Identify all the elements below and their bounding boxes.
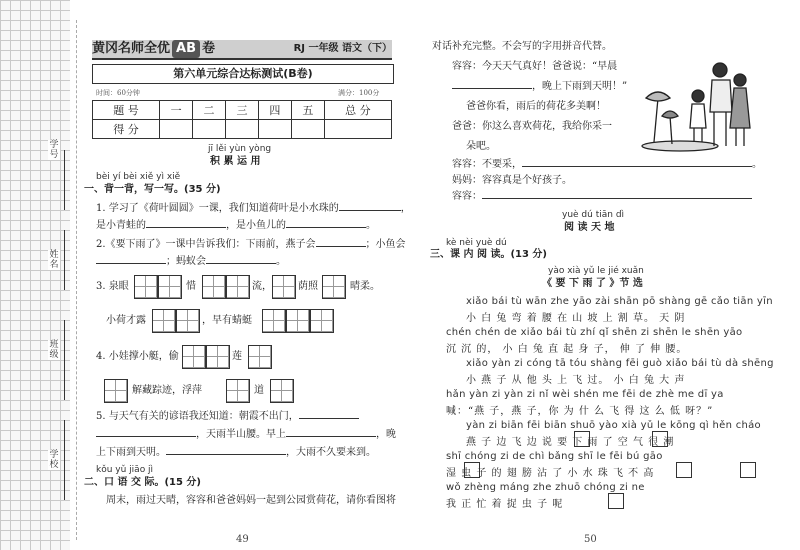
page-number-right: 50 (584, 534, 597, 545)
poem-word: 流， (252, 281, 272, 292)
punctuation-box[interactable] (740, 462, 756, 478)
cut-line (76, 20, 77, 540)
girl-body (690, 104, 706, 128)
tianzige-box[interactable] (262, 309, 286, 333)
answer-blank[interactable] (286, 227, 366, 228)
dialogue-text: 容容：不要采， (452, 159, 522, 170)
pond-shape (642, 141, 718, 151)
score-input[interactable] (226, 120, 259, 139)
tianzige-box[interactable] (310, 309, 334, 333)
q1-2-line2: ；蚂蚁会 。 (96, 255, 286, 269)
punctuation-box[interactable] (608, 493, 624, 509)
q1-5-line2 (96, 428, 396, 442)
answer-blank[interactable] (299, 418, 359, 419)
tianzige-box[interactable] (248, 345, 272, 369)
brand-ab-logo: AB (172, 40, 200, 58)
q1-heading: 一、背一背，写一写。(35 分) (84, 184, 221, 195)
section-title: 积 累 运 用 (210, 156, 261, 167)
q1-2-text: ；蚂蚁会 (166, 256, 206, 267)
dialogue-line (452, 80, 627, 94)
dialogue-text: 容容： (452, 191, 482, 202)
q1-2-line1 (96, 238, 406, 252)
q1-3c-text: ，早有蜻蜓 (202, 315, 252, 326)
score-table (92, 100, 392, 139)
dialogue-line (452, 190, 752, 204)
poem-word: 惜 (186, 281, 196, 292)
tianzige-box[interactable] (226, 379, 250, 403)
table-cell: 题 号 (93, 101, 160, 120)
lotus-stem (670, 116, 672, 144)
lotus-family-illustration (640, 58, 752, 152)
answer-blank[interactable] (146, 227, 226, 228)
tianzige-box[interactable] (286, 309, 310, 333)
answer-blank[interactable] (286, 436, 376, 437)
dialogue-line: 容容：不要采， 。 (452, 159, 762, 170)
father-head (713, 63, 727, 77)
q1-5-text: 上下雨到天明。 (96, 447, 166, 458)
binding-line (64, 320, 65, 400)
score-input[interactable] (324, 120, 391, 139)
q1-pinyin: bèi yí bèi xiě yì xiě (96, 172, 181, 182)
q1-5-text: ，大雨不久要来到。 (286, 447, 376, 458)
score-input[interactable] (258, 120, 291, 139)
q1-4b-text: 解藏踪迹，浮萍 (132, 385, 202, 396)
answer-blank[interactable] (482, 198, 752, 199)
page-number-left: 49 (236, 534, 249, 545)
poem-word: 荫照 (298, 281, 318, 292)
mother-head (734, 74, 746, 86)
passage-pinyin: xiǎo bái tù wān zhe yāo zài shān pō shàng gē cǎo tiān yīn (466, 296, 773, 307)
dialogue-line: 爸爸你看，雨后的荷花多美啊！ (466, 101, 606, 112)
answer-blank[interactable] (522, 166, 752, 167)
table-cell: 总 分 (324, 101, 391, 120)
q2-heading: 二、口 语 交 际。(15 分) (84, 477, 201, 488)
q1-5-text: 5. 与天气有关的谚语我还知道：朝霞不出门， (96, 411, 299, 422)
table-cell: 五 (291, 101, 324, 120)
poem-word: 晴柔。 (350, 281, 380, 292)
passage-pinyin: chén chén de xiǎo bái tù zhí qǐ shēn zi shēn le shēn yāo (446, 327, 743, 338)
punctuation-box[interactable] (574, 431, 590, 447)
dialogue-line: 妈妈：容容真是个好孩子。 (452, 175, 572, 186)
passage-hanzi: 小 燕 子 从 他 头 上 飞 过。 小 白 兔 大 声 (466, 375, 686, 386)
q1-1-text: 1. 学习了《荷叶圆圆》一课，我们知道荷叶是小水珠的 (96, 203, 339, 214)
answer-blank[interactable] (316, 246, 366, 247)
poem-word: 道 (254, 385, 264, 396)
q2-text: 周末，雨过天晴，容容和爸爸妈妈一起到公园赏荷花，请你看图将 (106, 495, 396, 506)
tianzige-box[interactable] (158, 275, 182, 299)
section-title: 阅 读 天 地 (564, 222, 615, 233)
passage-pinyin: wǒ zhèng máng zhe zhuō chóng zi ne (446, 482, 645, 493)
q1-1-line1: 1. 学习了《荷叶圆圆》一课，我们知道荷叶是小水珠的 ， (96, 203, 411, 214)
table-cell: 三 (226, 101, 259, 120)
table-cell: 得 分 (93, 120, 160, 139)
mother-body (730, 88, 750, 128)
score-input[interactable] (193, 120, 226, 139)
answer-blank[interactable] (206, 263, 276, 264)
answer-blank[interactable] (166, 454, 286, 455)
answer-blank[interactable] (96, 263, 166, 264)
name-label: 姓名 (49, 250, 59, 270)
brand-name: 黄冈名师全优 (92, 41, 171, 56)
q1-1-text: 是小青蛙的 (96, 220, 146, 231)
q3-pinyin: kè nèi yuè dú (446, 238, 507, 248)
school-label: 学校 (49, 450, 59, 470)
q1-3b-text: 小荷才露 (106, 315, 146, 326)
binding-line (64, 150, 65, 210)
passage-title-pinyin: yào xià yǔ le jié xuǎn (548, 266, 644, 276)
passage-pinyin: yàn zi biān fēi biān shuō yào xià yǔ le kōng qì hěn cháo (466, 420, 761, 431)
passage-hanzi: 湿 虫 子 的 翅 膀 沾 了 小 水 珠 飞 不 高 (446, 468, 655, 479)
tianzige-box[interactable] (270, 379, 294, 403)
tianzige-box[interactable] (272, 275, 296, 299)
table-cell: 一 (160, 101, 193, 120)
q1-4-text: 4. 小娃撑小艇，偷 (96, 351, 179, 362)
q1-5-line3 (96, 446, 376, 460)
passage-hanzi: 我 正 忙 着 捉 虫 子 呢 (446, 499, 564, 510)
q1-2-text: 2.《要下雨了》一课中告诉我们：下雨前，燕子会 (96, 239, 316, 250)
brand-suffix: 卷 (202, 41, 216, 56)
passage-hanzi: 喊：“燕 子，燕 子，你 为 什 么 飞 得 这 么 低 呀？” (446, 406, 714, 417)
passage-hanzi: 小 白 兔 弯 着 腰 在 山 坡 上 割 草。 天 阴 (466, 313, 686, 324)
tianzige-box[interactable] (226, 275, 250, 299)
passage-title: 《 要 下 雨 了 》节 选 (542, 278, 643, 289)
q1-1-text: ，是小鱼儿的 (226, 220, 286, 231)
brand-banner (92, 40, 392, 60)
test-title: 第六单元综合达标测试(B卷) (92, 64, 394, 84)
score-input[interactable] (291, 120, 324, 139)
table-cell: 二 (193, 101, 226, 120)
answer-blank[interactable] (96, 436, 196, 437)
lotus-leaf (646, 92, 670, 101)
poem-word: 莲 (232, 351, 242, 362)
tianzige-box[interactable] (182, 345, 206, 369)
full-score-label: 满分：100分 (338, 89, 380, 97)
passage-pinyin: hǎn yàn zi yàn zi nǐ wèi shén me fēi de zhè me dī ya (446, 389, 724, 400)
q1-1-line2: 是小青蛙的 ，是小鱼儿的 。 (96, 220, 376, 231)
passage-hanzi: 沉 沉 的， 小 白 兔 直 起 身 子， 伸 了 伸 腰。 (446, 344, 688, 355)
q1-5-line1 (96, 410, 359, 424)
score-input[interactable] (160, 120, 193, 139)
tianzige-box[interactable] (152, 309, 176, 333)
edition-label: RJ 一年级 语文（下） (293, 43, 392, 54)
dialogue-intro: 对话补充完整。不会写的字用拼音代替。 (432, 41, 612, 52)
punctuation-box[interactable] (676, 462, 692, 478)
tianzige-box[interactable] (104, 379, 128, 403)
binding-line (64, 230, 65, 290)
girl-head (692, 90, 704, 102)
lotus-stem (654, 98, 658, 142)
answer-blank[interactable] (339, 210, 401, 211)
dialogue-line: 容容：今天天气真好！爸爸说：“早晨 (452, 61, 618, 72)
tianzige-box[interactable] (202, 275, 226, 299)
table-row (93, 120, 392, 139)
table-row (93, 101, 392, 120)
father-body (710, 80, 732, 112)
q1-5-text: ，天雨半山腰。早上 (196, 429, 286, 440)
passage-pinyin: xiǎo yàn zi cóng tā tóu shàng fēi guò xiǎo bái tù dà shēng (466, 358, 774, 369)
q1-3-num: 3. 泉眼 (96, 281, 129, 292)
passage-pinyin: shī chóng zi de chì bǎng shī le fēi bú gāo (446, 451, 663, 462)
q1-2-text: ；小鱼会 (365, 239, 406, 250)
table-cell: 四 (258, 101, 291, 120)
tianzige-box[interactable] (322, 275, 346, 299)
section-pinyin: jī lěi yùn yòng (208, 144, 272, 154)
dialogue-line: 爸爸：你这么喜欢荷花，我给你采一 (452, 121, 612, 132)
answer-blank[interactable] (452, 88, 532, 89)
dialogue-line: 朵吧。 (466, 141, 496, 152)
punctuation-box[interactable] (464, 462, 480, 478)
q2-pinyin: kǒu yǔ jiāo jì (96, 465, 154, 475)
tianzige-box[interactable] (134, 275, 158, 299)
dialogue-text: ，晚上下雨到天明！” (532, 81, 628, 92)
punctuation-box[interactable] (652, 431, 668, 447)
student-no-label: 学号 (49, 140, 59, 160)
lotus-flower (662, 111, 678, 118)
passage-hanzi: 燕 子 边 飞 边 说 要 下 雨 了 空 气 很 潮 (466, 437, 675, 448)
q1-5-text: ，晚 (376, 429, 396, 440)
tianzige-box[interactable] (206, 345, 230, 369)
class-label: 班级 (49, 340, 59, 360)
q3-heading: 三、课 内 阅 读。(13 分) (430, 249, 547, 260)
time-label: 时间：60分钟 (96, 89, 140, 97)
section-pinyin: yuè dú tiān dì (562, 210, 625, 220)
binding-line (64, 420, 65, 500)
tianzige-box[interactable] (176, 309, 200, 333)
